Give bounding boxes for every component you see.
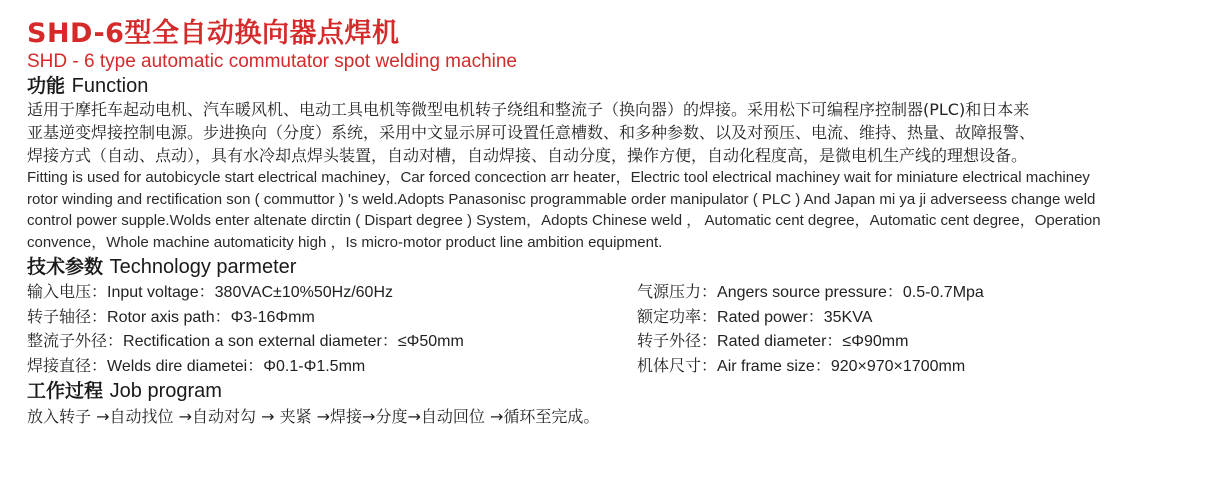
- function-cn-line: 焊接方式（自动、点动），具有水冷却点焊头装置，自动对槽，自动焊接、自动分度，操作方便，自动化程度高，是微电机生产线的理想设备。: [27, 146, 1028, 165]
- spec-rotor-diameter: [637, 329, 1197, 354]
- title-chinese: SHD-6型全自动换向器点焊机: [27, 18, 400, 49]
- spec-rotor-axis: [27, 305, 637, 330]
- spec-input-voltage: [27, 280, 637, 305]
- spec-value-en: Angers source pressure：0.5-0.7Mpa: [717, 284, 984, 301]
- spec-label-cn: 转子外径：: [637, 331, 718, 350]
- job-process-line: 放入转子 →自动找位 →自动对勾 → 夹紧 →焊接→分度→自动回位 →循环至完成。: [27, 407, 600, 426]
- function-cn-line: 亚基逆变焊接控制电源。步进换向（分度）系统，采用中文显示屏可设置任意槽数、和多种参数、以及对预压、电流、维持、热量、故障报警、: [27, 123, 1036, 142]
- spec-frame-size: [637, 354, 1197, 379]
- spec-label-cn: 气源压力：: [637, 282, 718, 301]
- spec-value-en: Input voltage：380VAC±10%50Hz/60Hz: [107, 284, 394, 301]
- spec-label-cn: 额定功率：: [637, 306, 718, 326]
- function-description-cn: [27, 98, 1207, 167]
- function-heading-cn: 功能: [27, 75, 66, 97]
- spec-value-en: Rated power：35KVA: [717, 308, 873, 326]
- spec-label-cn: 整流子外径：: [27, 331, 124, 350]
- function-heading: [27, 75, 1207, 98]
- spec-value-en: Welds dire diametei：Φ0.1-Φ1.5mm: [107, 357, 366, 375]
- function-cn-line: 适用于摩托车起动电机、汽车暖风机、电动工具电机等微型电机转子绕组和整流子（换向器）的焊接。采用松下可编程序控制器(PLC)和日本来: [27, 100, 1030, 119]
- tech-heading: [27, 256, 1207, 279]
- spec-label-cn: 输入电压：: [27, 282, 108, 301]
- spec-value-en: Rectification a son external diameter：≤Φ50mm: [123, 333, 464, 350]
- spec-value-en: Rotor axis path：Φ3-16Φmm: [107, 308, 315, 326]
- job-heading-cn: 工作过程: [27, 380, 104, 402]
- spec-weld-diameter: [27, 354, 637, 379]
- function-heading-en: Function: [71, 75, 149, 97]
- spec-rated-power: [637, 305, 1197, 330]
- job-heading: [27, 380, 1207, 403]
- spec-value-en: Air frame size：920×970×1700mm: [717, 357, 966, 375]
- spec-label-cn: 焊接直径：: [27, 355, 108, 375]
- spec-label-cn: 转子轴径：: [27, 306, 108, 326]
- spec-commutator-diameter: [27, 329, 637, 354]
- function-en-line: convence，Whole machine automaticity high ，Is micro-motor product line ambition equipment.: [27, 233, 663, 251]
- tech-heading-en: Technology parmeter: [109, 256, 297, 278]
- job-heading-en: Job program: [109, 380, 222, 402]
- spec-value-en: Rated diameter：≤Φ90mm: [717, 333, 909, 350]
- spec-air-pressure: [637, 280, 1197, 305]
- spec-label-cn: 机体尺寸：: [637, 355, 718, 375]
- function-en-line: Fitting is used for autobicycle start electrical machiney，Car forced concection arr heater，Electric tool electrical machiney wait for miniature electrical machiney: [27, 169, 1090, 186]
- spec-table: [27, 280, 1207, 378]
- document: [27, 18, 1207, 429]
- title-english: SHD - 6 type automatic commutator spot welding machine: [27, 51, 517, 72]
- function-description-en: [27, 168, 1207, 253]
- function-en-line: control power supple.Wolds enter altenate dirctin ( Dispart degree ) System，Adopts Chinese weld ， Automatic cent degree，Automatic cent degree，Operation: [27, 212, 1101, 229]
- function-en-line: rotor winding and rectification son ( commuttor ) 's weld.Adopts Panasonisc programmable order manipulator ( PLC ) And Japan mi ya ji adverseess change weld: [27, 190, 1096, 208]
- tech-heading-cn: 技术参数: [27, 256, 104, 278]
